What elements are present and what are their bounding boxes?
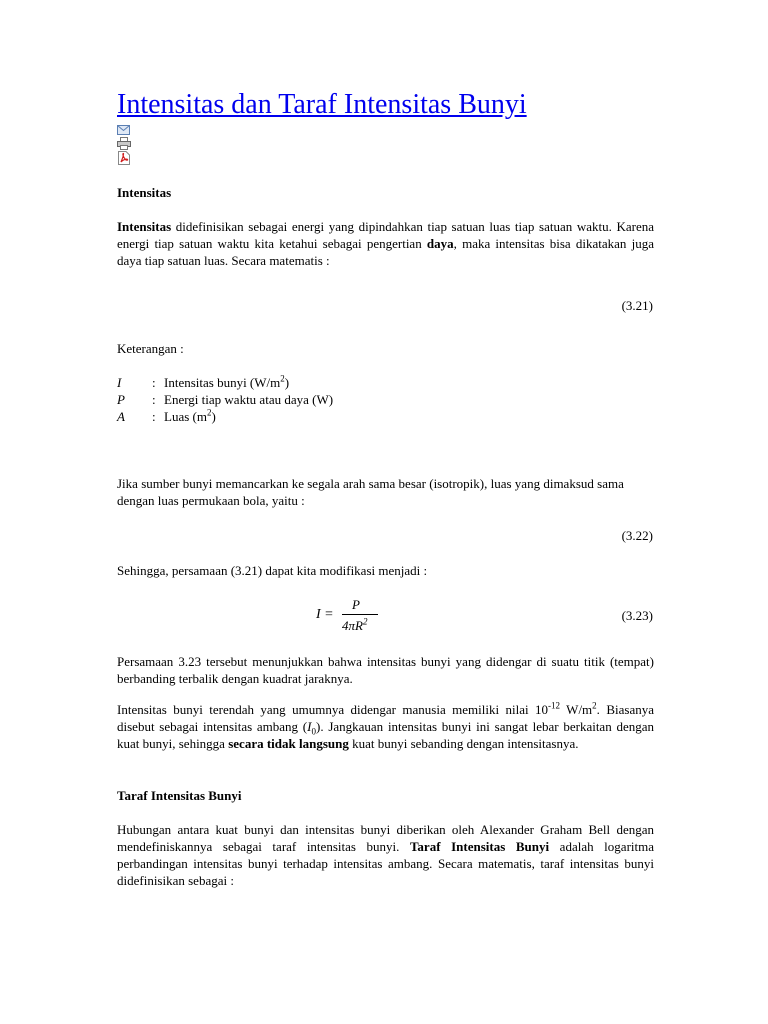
formula-intensitas [316,596,378,636]
superscript: 2 [362,616,368,627]
section-heading-taraf-intensitas: Taraf Intensitas Bunyi [117,788,242,803]
paragraph-modifikasi: Sehingga, persamaan (3.21) dapat kita modifikasi menjadi : [117,563,428,578]
paragraph-text: kuat bunyi sebanding dengan intensitasnya. [348,736,579,751]
paragraph-text: didefinisikan sebagai energi yang dipindahkan tiap satuan luas tiap satuan waktu. Karena energi tiap satuan waktu kita ketahui sebagai pengertian [117,219,654,251]
variable-colon: : [152,392,156,407]
variable-desc-text: Luas (m [164,409,207,424]
subscript: 0 [311,726,316,737]
superscript: -12 [548,700,560,711]
equation-number-3-21: (3.21) [621,298,653,313]
term-daya: daya [426,236,454,251]
print-icon[interactable] [117,137,133,151]
variable-desc-tail: ) [284,375,290,390]
page-title[interactable]: Intensitas dan Taraf Intensitas Bunyi [117,89,527,120]
superscript: 2 [592,700,597,711]
paragraph-text: Intensitas bunyi terendah yang umumnya didengar manusia memiliki nilai 10 [117,702,548,717]
paragraph-kuadrat-jarak: Persamaan 3.23 tersebut menunjukkan bahwa intensitas bunyi yang didengar di suatu titik (tempat) berbanding terbalik dengan kuadrat jaraknya. [117,654,654,686]
paragraph-intensitas-ambang [117,701,654,752]
superscript: 2 [280,373,285,384]
superscript: 2 [206,407,212,418]
term-taraf-intensitas-bunyi: Taraf Intensitas Bunyi [409,839,550,854]
paragraph-text: ). Jangkauan intensitas bunyi ini sangat lebar berkaitan dengan kuat bunyi, sehingga [117,719,654,751]
formula-numerator: P [352,597,360,612]
variable-colon: : [152,375,156,390]
variable-colon: : [152,409,156,424]
keterangan-label: Keterangan : [117,341,184,356]
variable-symbol: P [117,392,125,407]
formula-lhs: I = [316,607,334,622]
variable-description [164,408,216,425]
paragraph-definisi [117,218,654,269]
variable-description: Energi tiap waktu atau daya (W) [164,392,334,407]
variable-description [164,374,289,391]
equation-number-3-23: (3.23) [621,608,653,623]
section-heading-intensitas: Intensitas [117,185,172,200]
symbol-i0: I [307,719,312,734]
pdf-icon[interactable] [117,151,133,165]
variable-symbol: A [117,409,125,424]
variable-symbol: I [117,375,122,390]
formula-denominator-text: 4πR [342,618,363,633]
variable-desc-text: Intensitas bunyi (W/m [164,375,281,390]
term-intensitas: Intensitas [117,219,172,234]
paragraph-isotropik: Jika sumber bunyi memancarkan ke segala arah sama besar (isotropik), luas yang dimaksud sama dengan luas permukaan bola, yaitu : [117,476,624,508]
variable-desc-tail: ) [211,409,216,424]
term-secara-tidak-langsung: secara tidak langsung [228,736,349,751]
paragraph-taraf-intensitas [117,821,654,889]
equation-number-3-22: (3.22) [621,528,653,543]
paragraph-text: Hubungan antara kuat bunyi dan intensitas bunyi diberikan oleh Alexander Graham Bell dengan mendefiniskannya sebagai taraf intensitas bunyi. [117,822,654,854]
paragraph-text: adalah logaritma perbandingan intensitas bunyi terhadap intensitas ambang. Secara matematis, taraf intensitas bunyi didefinisikan sebagai : [117,839,655,888]
paragraph-text: W/m [560,702,593,717]
envelope-icon[interactable] [117,124,133,138]
paragraph-text: . Biasanya disebut sebagai intensitas ambang ( [117,702,654,734]
paragraph-text: , maka intensitas bisa dikatakan juga daya tiap satuan luas. Secara matematis : [117,236,654,268]
fraction-bar [342,614,378,615]
formula-denominator [342,617,367,634]
